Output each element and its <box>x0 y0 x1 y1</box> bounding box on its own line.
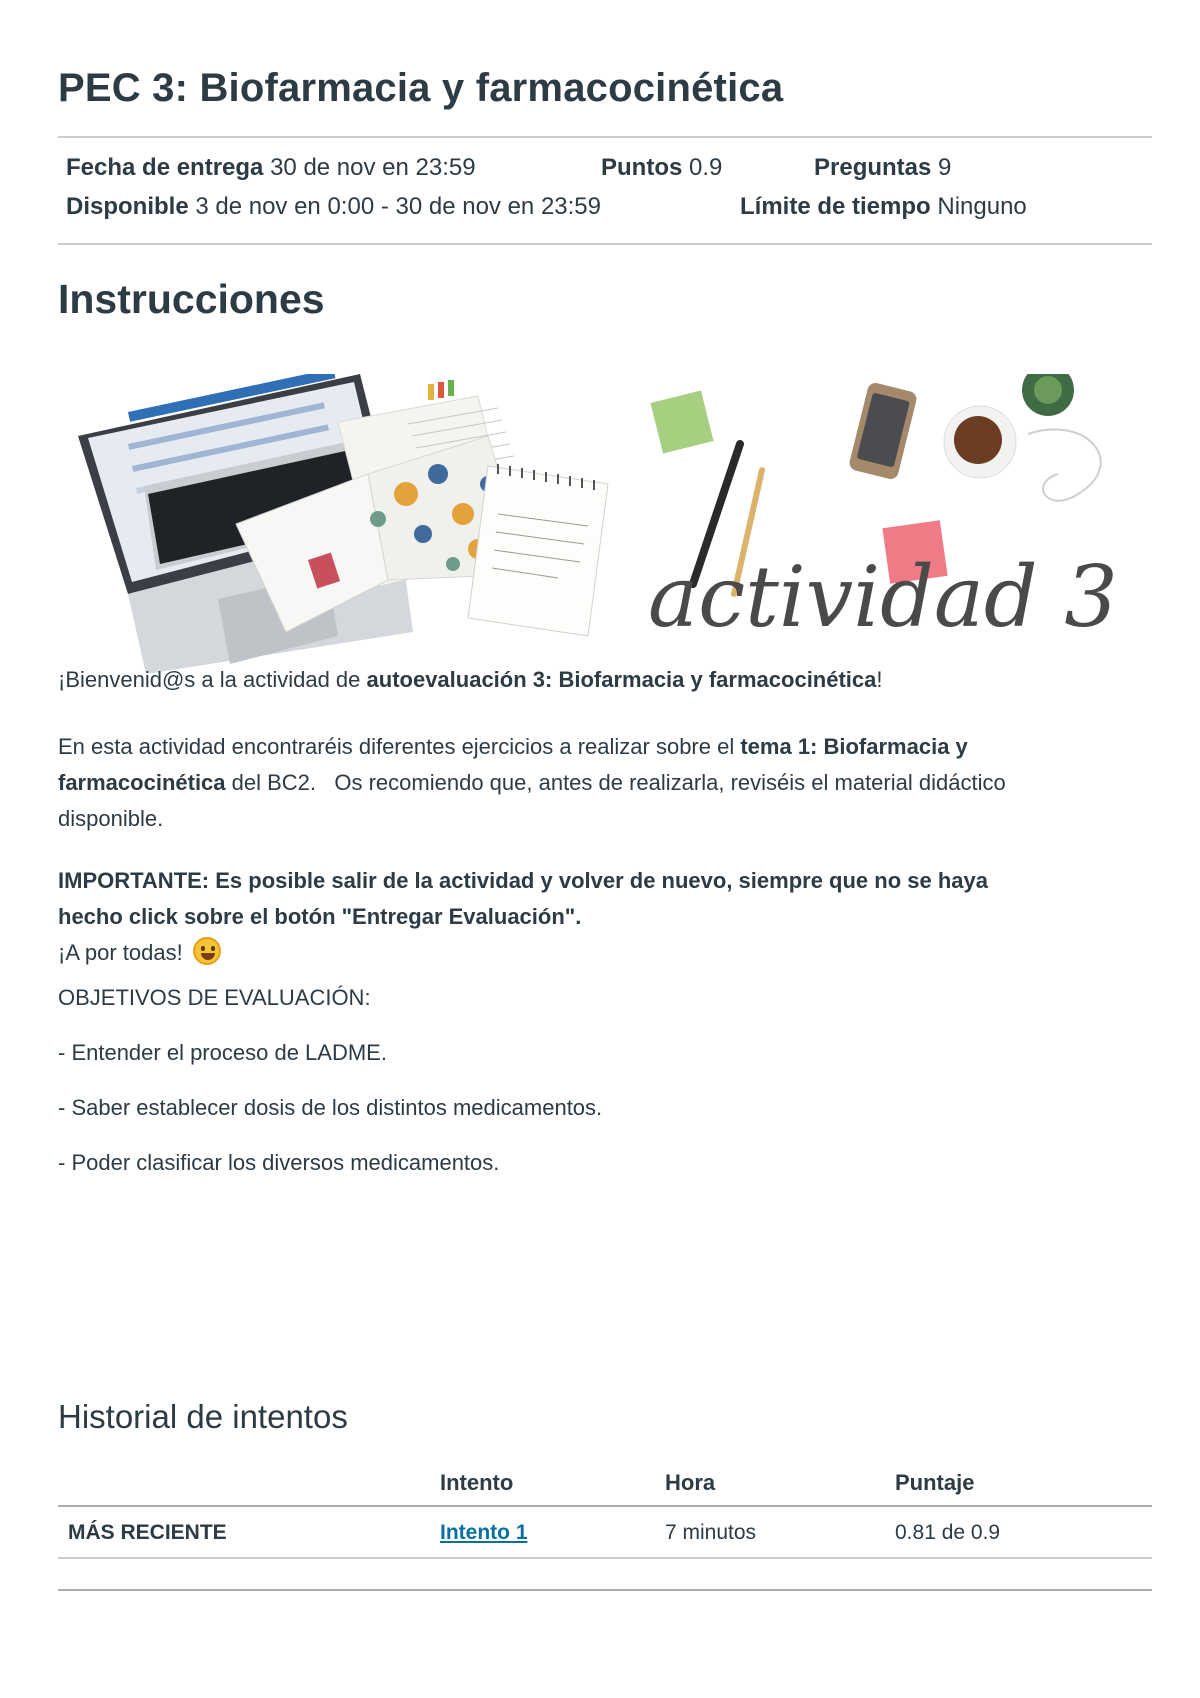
objective-item: - Poder clasificar los diversos medicamentos. <box>58 1150 500 1175</box>
due-label: Fecha de entrega <box>66 154 264 181</box>
important-notice: IMPORTANTE: Es posible salir de la actividad y volver de nuevo, siempre que no se haya hecho click sobre el botón "Entregar Evaluación". ¡A por todas! <box>58 868 988 965</box>
notepad-icon <box>468 464 608 636</box>
due-value: 30 de nov en 23:59 <box>270 154 476 181</box>
smile-emoji-icon <box>193 937 221 965</box>
points <box>601 154 722 182</box>
availability <box>66 193 601 221</box>
instructions-heading: Instrucciones <box>58 276 325 322</box>
earphones-icon <box>1028 429 1101 500</box>
banner-text: actividad 3 <box>648 548 1118 646</box>
attempt-time: 7 minutos <box>665 1521 757 1544</box>
plant-icon <box>1022 374 1074 416</box>
table-row-divider <box>58 1557 1152 1559</box>
objectives-heading: OBJETIVOS DE EVALUACIÓN: <box>58 985 371 1010</box>
due-date <box>66 154 476 182</box>
questions <box>814 154 951 182</box>
points-label: Puntos <box>601 154 683 181</box>
intro-paragraph: En esta actividad encontraréis diferentes ejercicios a realizar sobre el tema 1: Biofarmacia y farmacocinética del BC2. Os recomiendo que, antes de realizarla, reviséis el material didáctico disponible. <box>58 734 1006 831</box>
available-value: 3 de nov en 0:00 - 30 de nov en 23:59 <box>195 193 601 220</box>
activity-banner <box>68 374 1148 694</box>
table-header-divider <box>58 1505 1152 1507</box>
column-header-attempt: Intento <box>440 1470 514 1495</box>
attempt-score: 0.81 de 0.9 <box>895 1521 1001 1544</box>
divider <box>58 243 1152 245</box>
time-limit-label: Límite de tiempo <box>740 193 931 220</box>
welcome-text: ¡Bienvenid@s a la actividad de autoevaluación 3: Biofarmacia y farmacocinética! <box>58 667 883 692</box>
column-header-score: Puntaje <box>895 1470 975 1495</box>
questions-value: 9 <box>938 154 952 181</box>
page-title: PEC 3: Biofarmacia y farmacocinética <box>58 66 784 110</box>
coffee-cup-icon <box>944 406 1016 478</box>
divider <box>58 136 1152 138</box>
sticky-note-icon <box>650 390 713 453</box>
row-label-latest: MÁS RECIENTE <box>68 1521 227 1544</box>
attempt-history-heading: Historial de intentos <box>58 1398 348 1435</box>
objective-item: - Entender el proceso de LADME. <box>58 1040 387 1065</box>
column-header-time: Hora <box>665 1470 716 1495</box>
points-value: 0.9 <box>689 154 723 181</box>
time-limit-value: Ninguno <box>937 193 1027 220</box>
table-bottom-divider <box>58 1589 1152 1591</box>
phone-icon <box>848 381 918 480</box>
questions-label: Preguntas <box>814 154 932 181</box>
attempt-1-link[interactable]: Intento 1 <box>440 1521 528 1544</box>
objective-item: - Saber establecer dosis de los distintos medicamentos. <box>58 1095 603 1120</box>
available-label: Disponible <box>66 193 189 220</box>
time-limit <box>740 193 1027 221</box>
